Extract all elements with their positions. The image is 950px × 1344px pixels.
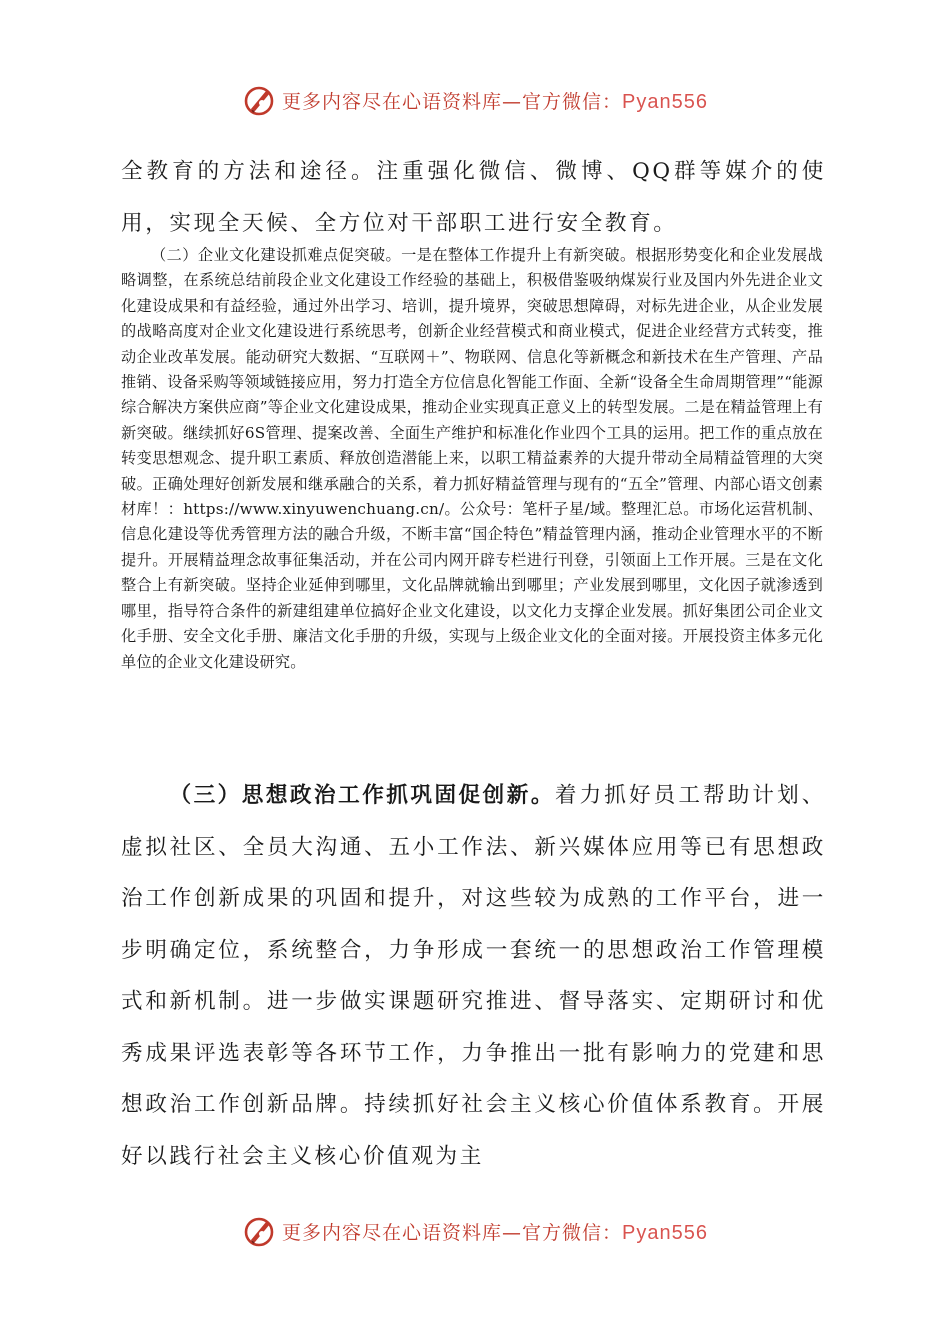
header-wechat-id: Pyan556 [622, 90, 708, 113]
paragraph-ideological-work [121, 770, 826, 1182]
footer-banner [0, 1211, 950, 1251]
section-heading: （三）思想政治工作抓巩固促创新。 [169, 783, 555, 808]
paragraph-body: 着力抓好员工帮助计划、虚拟社区、全员大沟通、五小工作法、新兴媒体应用等已有思想政治工作创新成果的巩固和提升，对这些较为成熟的工作平台，进一步明确定位，系统整合，力争形成一套统一的思想政治工作管理模式和新机制。进一步做实课题研究推进、督导落实、定期研讨和优秀成果评选表彰等各环节工作，力争推出一批有影响力的党建和思想政治工作创新品牌。持续抓好社会主义核心价值体系教育。开展好以践行社会主义核心价值观为主 [121, 783, 826, 1169]
paragraph-safety-education: 全教育的方法和途径。注重强化微信、微博、QQ群等媒介的使用，实现全天候、全方位对干部职工进行安全教育。 [121, 159, 826, 236]
pen-logo-icon [242, 1214, 276, 1248]
footer-wechat-id: Pyan556 [622, 1221, 708, 1244]
header-banner [0, 80, 950, 120]
pen-logo-icon [242, 83, 276, 117]
footer-banner-text: 更多内容尽在心语资料库—官方微信：Pyan556 [282, 1221, 708, 1244]
paragraph-corporate-culture: （二）企业文化建设抓难点促突破。一是在整体工作提升上有新突破。根据形势变化和企业发展战略调整，在系统总结前段企业文化建设工作经验的基础上，积极借鉴吸纳煤炭行业及国内外先进企业文化建设成果和有益经验，通过外出学习、培训，提升境界，突破思想障碍，对标先进企业，从企业发展的战略高度对企业文化建设进行系统思考，创新企业经营模式和商业模式，促进企业经营方式转变，推动企业改革发展。能动研究大数据、“互联网＋”、物联网、信息化等新概念和新技术在生产管理、产品推销、设备采购等领域链接应用，努力打造全方位信息化智能工作面、全新“设备全生命周期管理”“能源综合解决方案供应商”等企业文化建设成果，推动企业实现真正意义上的转型发展。二是在精益管理上有新突破。继续抓好6S管理、提案改善、全面生产维护和标准化作业四个工具的运用。把工作的重点放在转变思想观念、提升职工素质、释放创造潜能上来，以职工精益素养的大提升带动全局精益管理的大突破。正确处理好创新发展和继承融合的关系，着力抓好精益管理与现有的“五全”管理、内部心语文创素材库！：https://www.xinyuwenchuang.cn/。公众号：笔杆子星/域。整理汇总。市场化运营机制、信息化建设等优秀管理方法的融合升级，不断丰富“国企特色”精益管理内涵，推动企业管理水平的不断提升。开展精益理念故事征集活动，并在公司内网开辟专栏进行刊登，引领面上工作开展。三是在文化整合上有新突破。坚持企业延伸到哪里，文化品牌就输出到哪里；产业发展到哪里，文化因子就渗透到哪里，指导符合条件的新建组建单位搞好企业文化建设，以文化力支撑企业发展。抓好集团公司企业文化手册、安全文化手册、廉洁文化手册的升级，实现与上级企业文化的全面对接。开展投资主体多元化单位的企业文化建设研究。 [121, 246, 823, 671]
header-banner-text: 更多内容尽在心语资料库—官方微信：Pyan556 [282, 90, 708, 113]
